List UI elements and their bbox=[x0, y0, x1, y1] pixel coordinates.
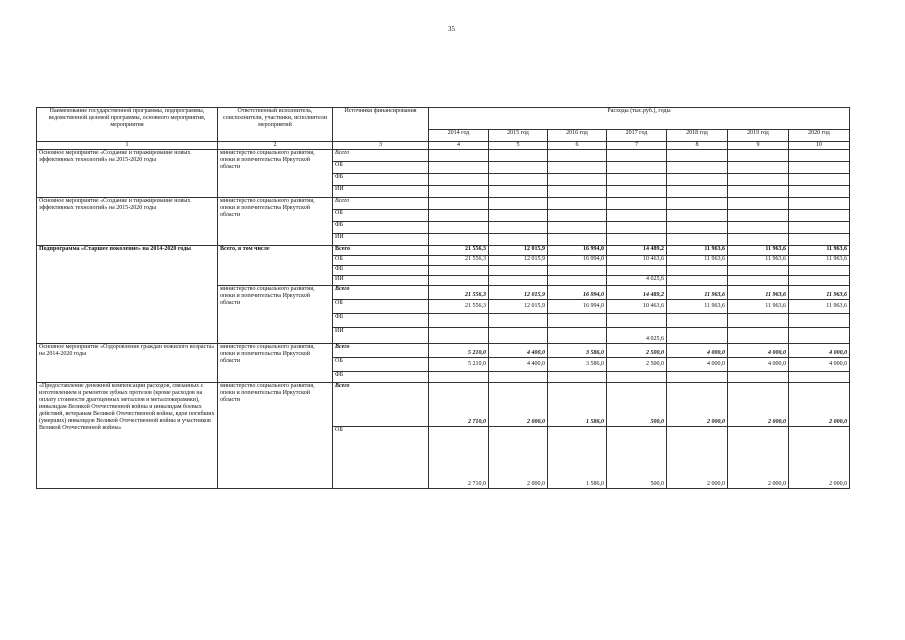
value-cell: 21 556,3 bbox=[429, 256, 489, 266]
source-ob: ОБ bbox=[333, 162, 429, 174]
col-number: 9 bbox=[728, 142, 789, 150]
value-cell: 5 210,0 bbox=[429, 344, 489, 358]
value-cell: 11 963,6 bbox=[789, 246, 850, 256]
year-cell: 2015 год bbox=[489, 130, 548, 142]
value-cell bbox=[789, 276, 850, 286]
source-ii: ИИ bbox=[333, 186, 429, 198]
value-cell: 4 025,6 bbox=[607, 276, 667, 286]
column-numbers-row bbox=[37, 142, 850, 150]
source-total: Всего bbox=[333, 344, 429, 358]
value-cell: 4 000,0 bbox=[789, 358, 850, 372]
header-source: Источники финансирования bbox=[333, 108, 429, 142]
col-number: 6 bbox=[548, 142, 607, 150]
value-cell: 2 710,0 bbox=[429, 427, 489, 489]
value-cell: 11 963,6 bbox=[728, 246, 789, 256]
value-cell: 4 000,0 bbox=[728, 344, 789, 358]
value-cell: 2 500,0 bbox=[607, 358, 667, 372]
executor: министерство социального развития, опеки и попечительства Иркутской области bbox=[218, 383, 333, 489]
activity-name: «Предоставление денежной компенсации расходов, связанных с изготовлением и ремонтом зубных протезов (кроме расходов на оплату стоимости драгоценных металлов и металлокерамики), инвалидам Великой Отечественной войны и инвалидам боевых действий, ветеранам Великой Отечественной войны, вдов погибших (умерших) инвалидов Великой Отечественной войны и участников Великой Отечественной войны» bbox=[37, 383, 218, 489]
source-total: Всего bbox=[333, 198, 429, 210]
value-cell: 2 000,0 bbox=[789, 383, 850, 427]
value-cell: 11 963,6 bbox=[667, 300, 728, 314]
source-ob: ОБ bbox=[333, 427, 429, 489]
value-cell: 21 556,3 bbox=[429, 286, 489, 300]
col-number: 8 bbox=[667, 142, 728, 150]
value-cell: 16 994,0 bbox=[548, 300, 607, 314]
value-cell: 12 015,9 bbox=[489, 256, 548, 266]
value-cell: 21 556,3 bbox=[429, 246, 489, 256]
page-number: 35 bbox=[448, 25, 455, 33]
executor: министерство социального развития, опеки и попечительства Иркутской области bbox=[218, 150, 333, 198]
value-cell bbox=[667, 276, 728, 286]
source-ob: ОБ bbox=[333, 300, 429, 314]
value-cell: 12 015,9 bbox=[489, 286, 548, 300]
year-cell: 2020 год bbox=[789, 130, 850, 142]
source-ii: ИИ bbox=[333, 276, 429, 286]
value-cell bbox=[548, 328, 607, 344]
value-cell: 11 963,6 bbox=[789, 300, 850, 314]
value-cell: 14 489,2 bbox=[607, 286, 667, 300]
source-total: Всего bbox=[333, 286, 429, 300]
header-expenses: Расходы (тыс.руб.), годы bbox=[429, 108, 850, 130]
value-cell: 5 210,0 bbox=[429, 358, 489, 372]
year-cell: 2017 год bbox=[607, 130, 667, 142]
col-number: 3 bbox=[333, 142, 429, 150]
executor: министерство социального развития, опеки и попечительства Иркутской области bbox=[218, 286, 333, 344]
value-cell: 11 963,6 bbox=[789, 256, 850, 266]
value-cell bbox=[728, 328, 789, 344]
value-cell: 500,0 bbox=[607, 427, 667, 489]
value-cell: 3 586,0 bbox=[548, 358, 607, 372]
value-cell: 2 500,0 bbox=[607, 344, 667, 358]
value-cell bbox=[728, 276, 789, 286]
col-number: 2 bbox=[218, 142, 333, 150]
executor: министерство социального развития, опеки и попечительства Иркутской области bbox=[218, 198, 333, 246]
value-cell bbox=[429, 276, 489, 286]
table-row bbox=[37, 198, 850, 210]
executor: министерство социального развития, опеки и попечительства Иркутской области bbox=[218, 344, 333, 383]
value-cell bbox=[429, 328, 489, 344]
value-cell: 2 000,0 bbox=[789, 427, 850, 489]
table-row bbox=[37, 383, 850, 427]
year-cell: 2014 год bbox=[429, 130, 489, 142]
value-cell: 2 710,0 bbox=[429, 383, 489, 427]
col-number: 5 bbox=[489, 142, 548, 150]
source-ii: ИИ bbox=[333, 328, 429, 344]
value-cell: 4 000,0 bbox=[728, 358, 789, 372]
value-cell: 14 489,2 bbox=[607, 246, 667, 256]
value-cell: 2 000,0 bbox=[667, 427, 728, 489]
year-cell: 2016 год bbox=[548, 130, 607, 142]
value-cell: 12 015,9 bbox=[489, 300, 548, 314]
year-cell: 2019 год bbox=[728, 130, 789, 142]
year-cell: 2018 год bbox=[667, 130, 728, 142]
value-cell: 16 994,0 bbox=[548, 286, 607, 300]
value-cell: 16 994,0 bbox=[548, 256, 607, 266]
value-cell: 11 963,6 bbox=[667, 286, 728, 300]
value-cell: 4 400,0 bbox=[489, 344, 548, 358]
value-cell: 4 000,0 bbox=[667, 344, 728, 358]
activity-name: Основное мероприятие «Создание и тиражирование новых эффективных технологий» на 2015-2020 годы bbox=[37, 198, 218, 246]
financing-table bbox=[36, 107, 850, 489]
subprogram-name: Подпрограмма «Старшее поколение» на 2014-2020 годы bbox=[37, 246, 218, 344]
value-cell: 11 963,6 bbox=[667, 256, 728, 266]
table-row bbox=[37, 246, 850, 256]
value-cell: 11 963,6 bbox=[728, 286, 789, 300]
value-cell bbox=[789, 328, 850, 344]
header-name: Наименование государственной программы, подпрограммы, ведомственной целевой программы, основного мероприятия, мероприятия bbox=[37, 108, 218, 142]
value-cell: 11 963,6 bbox=[667, 246, 728, 256]
activity-name: Основное мероприятие «Оздоровление граждан пожилого возраста» на 2014-2020 годы bbox=[37, 344, 218, 383]
source-ii: ИИ bbox=[333, 234, 429, 246]
value-cell: 11 963,6 bbox=[728, 256, 789, 266]
source-fb: ФБ bbox=[333, 372, 429, 383]
value-cell: 11 963,6 bbox=[789, 286, 850, 300]
col-number: 10 bbox=[789, 142, 850, 150]
value-cell: 4 000,0 bbox=[789, 344, 850, 358]
col-number: 4 bbox=[429, 142, 489, 150]
value-cell: 3 586,0 bbox=[548, 344, 607, 358]
col-number: 7 bbox=[607, 142, 667, 150]
value-cell bbox=[548, 276, 607, 286]
table-row bbox=[37, 150, 850, 162]
header-executor: Ответственный исполнитель, соисполнители, участники, исполнители мероприятий bbox=[218, 108, 333, 142]
value-cell: 2 000,0 bbox=[489, 427, 548, 489]
source-ob: ОБ bbox=[333, 358, 429, 372]
value-cell bbox=[489, 328, 548, 344]
source-fb: ФБ bbox=[333, 314, 429, 328]
value-cell bbox=[489, 276, 548, 286]
source-total: Всего bbox=[333, 383, 429, 427]
value-cell: 4 000,0 bbox=[667, 358, 728, 372]
source-total: Всего bbox=[333, 150, 429, 162]
value-cell: 12 015,9 bbox=[489, 246, 548, 256]
activity-name: Основное мероприятие «Создание и тиражирование новых эффективных технологий» на 2015-2020 годы bbox=[37, 150, 218, 198]
value-cell: 1 586,0 bbox=[548, 383, 607, 427]
value-cell: 11 963,6 bbox=[728, 300, 789, 314]
value-cell: 2 000,0 bbox=[667, 383, 728, 427]
source-total: Всего bbox=[333, 246, 429, 256]
source-fb: ФБ bbox=[333, 174, 429, 186]
value-cell: 500,0 bbox=[607, 383, 667, 427]
value-cell: 10 463,6 bbox=[607, 256, 667, 266]
source-ob: ОБ bbox=[333, 210, 429, 222]
table-row bbox=[37, 344, 850, 358]
value-cell: 4 025,6 bbox=[607, 328, 667, 344]
value-cell: 10 463,6 bbox=[607, 300, 667, 314]
value-cell: 4 400,0 bbox=[489, 358, 548, 372]
value-cell: 2 000,0 bbox=[728, 427, 789, 489]
value-cell: 16 994,0 bbox=[548, 246, 607, 256]
value-cell bbox=[667, 328, 728, 344]
source-fb: ФБ bbox=[333, 266, 429, 276]
value-cell: 2 000,0 bbox=[728, 383, 789, 427]
value-cell: 1 586,0 bbox=[548, 427, 607, 489]
value-cell: 2 000,0 bbox=[489, 383, 548, 427]
col-number: 1 bbox=[37, 142, 218, 150]
executor-total: Всего, в том числе bbox=[218, 246, 333, 286]
source-ob: ОБ bbox=[333, 256, 429, 266]
source-fb: ФБ bbox=[333, 222, 429, 234]
value-cell: 21 556,3 bbox=[429, 300, 489, 314]
